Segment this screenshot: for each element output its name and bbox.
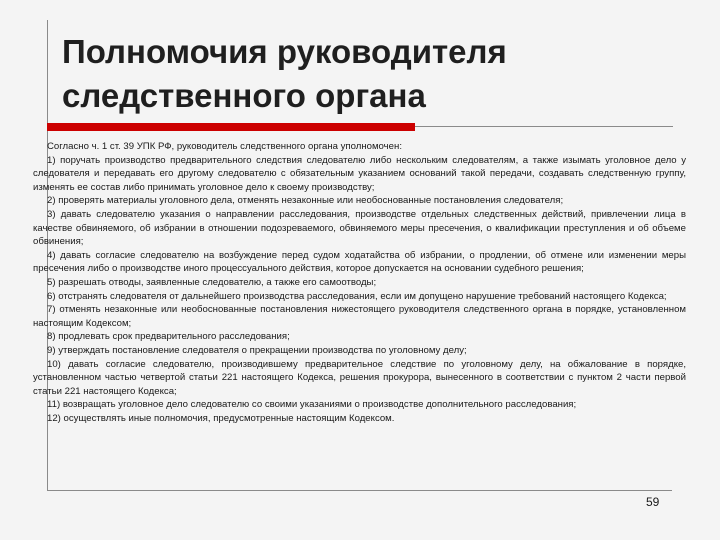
slide-title-line-1: Полномочия руководителя <box>62 33 507 70</box>
list-item: 5) разрешать отводы, заявленные следователю, а также его самоотводы; <box>47 276 377 288</box>
list-item: 11) возвращать уголовное дело следователю со своими указаниями о производстве дополнительного расследования; <box>47 399 577 411</box>
list-item: 3) давать следователю указания о направлении расследования, производстве отдельных следственных действий, привлечении лица в качестве обвиняемого, об избрании в отношении подозреваемого, обвиняемого меры пресечения, о квалификации преступления и об объеме обвинения; <box>33 208 686 248</box>
list-item: 4) давать согласие следователю на возбуждение перед судом ходатайства об избрании, о продлении, об отмене или изменении меры пресечения либо о производстве иного процессуального действия, которое допускается на основании судебного решения; <box>33 249 686 275</box>
list-item: 9) утверждать постановление следователя о прекращении производства по уголовному делу; <box>47 344 467 356</box>
list-item: 8) продлевать срок предварительного расследования; <box>47 331 290 343</box>
list-item: 10) давать согласие следователю, производившему предварительное следствие по уголовному делу, на обжалование в порядке, установленном частью четвертой статьи 221 настоящего Кодекса, решения прокурора, вынесенного в соответствии с пунктом 2 части первой статьи 221 настоящего Кодекса; <box>33 358 686 397</box>
footer-rule <box>47 490 672 491</box>
title-divider-rule <box>415 126 673 127</box>
list-item: 1) поручать производство предварительного следствия следователю либо нескольким следователям, а также изымать уголовное дело у следователя и передавать его другому следователю с обязательным указанием оснований такой передачи, создавать следственную группу, изменять ее состав либо принимать уголовное дело к своему производству; <box>33 154 686 193</box>
slide-title-line-2: следственного органа <box>62 77 426 114</box>
title-accent-bar <box>47 123 415 131</box>
slide-title <box>62 30 662 118</box>
page-number: 59 <box>646 495 660 509</box>
list-item: 2) проверять материалы уголовного дела, отменять незаконные или необоснованные постановления следователя; <box>47 195 564 207</box>
intro-paragraph: Согласно ч. 1 ст. 39 УПК РФ, руководитель следственного органа уполномочен: <box>47 141 402 152</box>
list-item: 7) отменять незаконные или необоснованные постановления нижестоящего руководителя следственного органа в порядке, установленном настоящим Кодексом; <box>33 304 686 329</box>
list-item: 12) осуществлять иные полномочия, предусмотренные настоящим Кодексом. <box>47 412 395 424</box>
list-item: 6) отстранять следователя от дальнейшего производства расследования, если им допущено нарушение требований настоящего Кодекса; <box>47 290 667 302</box>
slide-body <box>33 140 686 425</box>
